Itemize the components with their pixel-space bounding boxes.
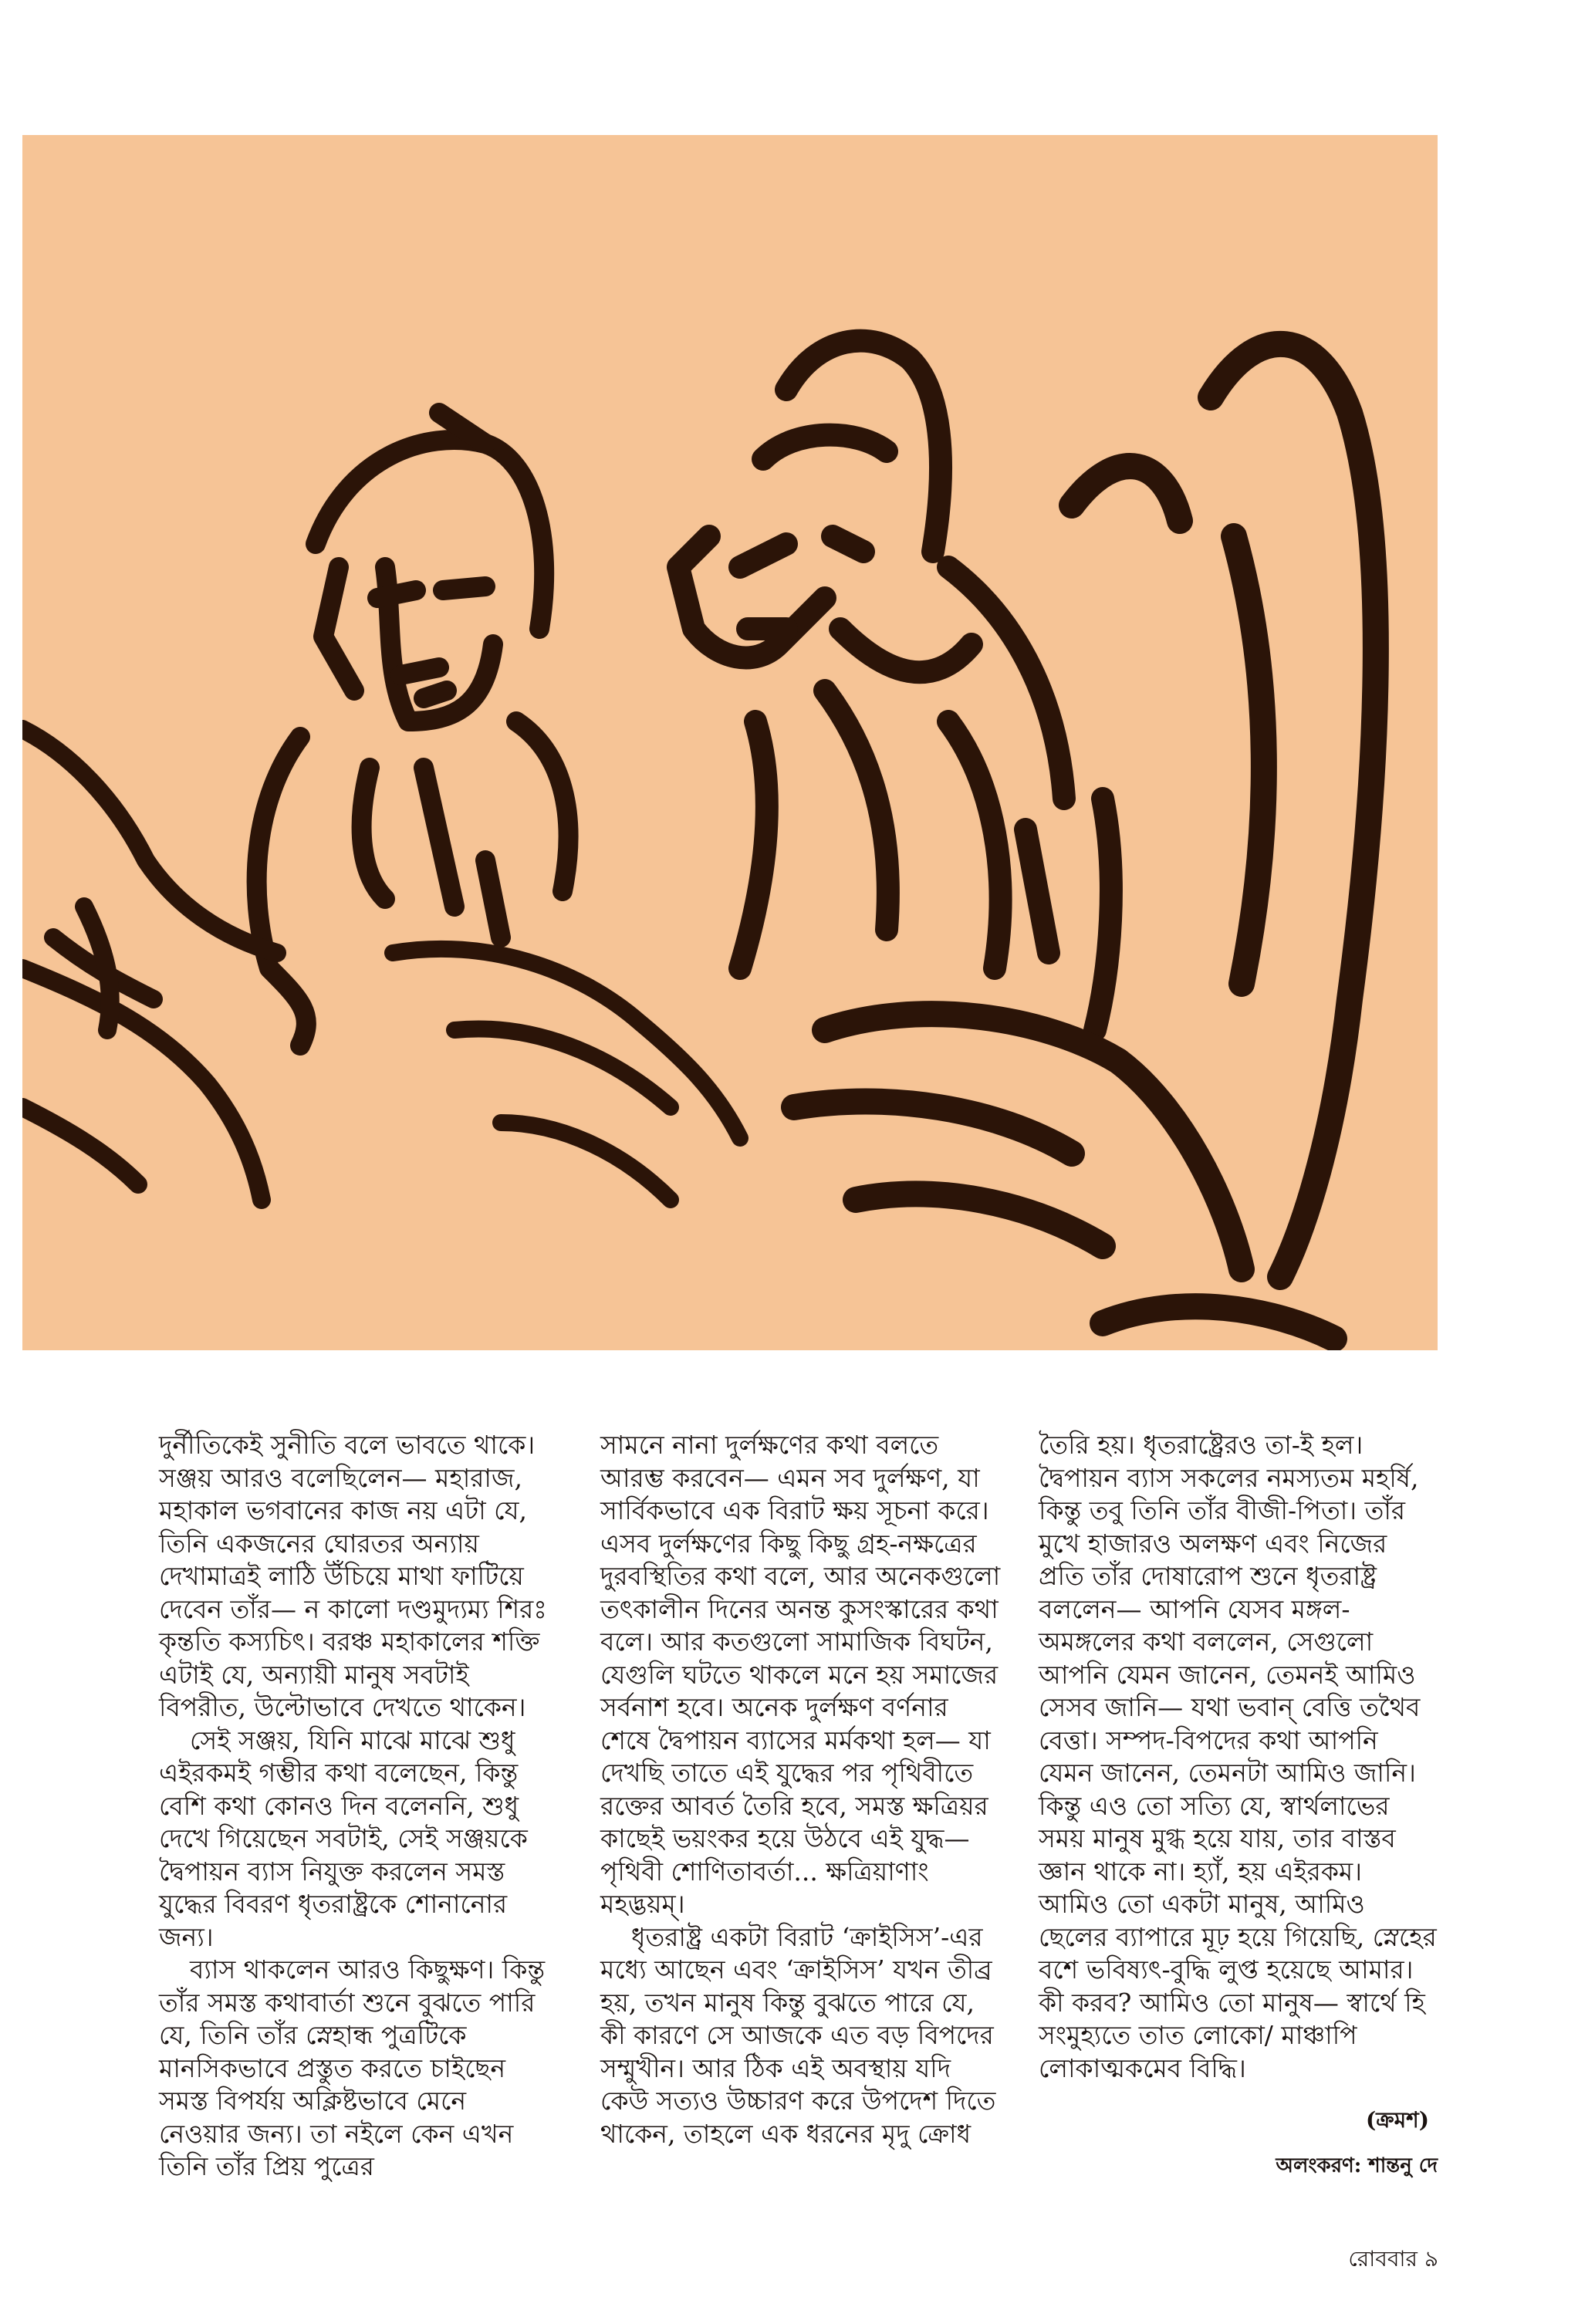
paragraph: সেই সঞ্জয়, যিনি মাঝে মাঝে শুধু এইরকমই গম্ভীর কথা বলেছেন, কিন্তু বেশি কথা কোনও দিন বলেননি, শুধু দেখে গিয়েছেন সবটাই, সেই সঞ্জয়কে দ্বৈপায়ন ব্যাস নিযুক্ত করলেন সমস্ত যুদ্ধের বিবরণ ধৃতরাষ্ট্রকে শোনানোর জন্য। — [159, 1724, 528, 1952]
center-figure — [678, 341, 1111, 1030]
page-footer: রোববার ৯ — [1348, 2246, 1438, 2272]
illustration-panel — [22, 135, 1438, 1350]
paragraph: দুর্নীতিকেই সুনীতি বলে ভাবতে থাকে। সঞ্জয় আরও বলেছিলেন— মহারাজ, মহাকাল ভগবানের কাজ নয় এটা যে, তিনি একজনের ঘোরতর অন্যায় দেখামাত্রই লাঠি উঁচিয়ে মাথা ফাটিয়ে দেবেন তাঁর— ন কালো দণ্ডমুদ্যম্য শিরঃ কৃন্ততি কস্যচিৎ। বরঞ্চ মহাকালের শক্তি এটাই যে, অন্যায়ী মানুষ সবটাই বিপরীত, উল্টোভাবে দেখতে থাকেন। — [159, 1430, 547, 1722]
paragraph: সামনে নানা দুর্লক্ষণের কথা বলতে আরম্ভ করবেন— এমন সব দুর্লক্ষণ, যা সার্বিকভাবে এক বিরাট ক্ষয় সূচনা করে। এসব দুর্লক্ষণের কিছু কিছু গ্রহ-নক্ষত্রের দুরবস্থিতির কথা বলে, আর অনেকগুলো তৎকালীন দিনের অনন্ত কুসংস্কারের কথা বলে। আর কতগুলো সামাজিক বিঘটন, যেগুলি ঘটতে থাকলে মনে হয় সমাজের সর্বনাশ হবে। অনেক দুর্লক্ষণ বর্ণনার শেষে দ্বৈপায়ন ব্যাসের মর্মকথা হল— যা দেখছি তাতে এই যুদ্ধের পর পৃথিবীতে রক্তের আবর্ত তৈরি হবে, সমস্ত ক্ষত্রিয়র কাছেই ভয়ংকর হয়ে উঠবে এই যুদ্ধ— পৃথিবী শোণিতাবর্তা... ক্ষত্রিয়াণাং মহদ্ভয়ম্। — [600, 1430, 1001, 1919]
lap-drape — [393, 949, 740, 1200]
text-column-1 — [159, 1429, 553, 2184]
text-column-2 — [600, 1429, 1002, 2150]
text-column-3 — [1039, 1429, 1440, 2085]
left-arm — [22, 729, 277, 1200]
brush-drawing — [22, 135, 1438, 1350]
series-note: (ক্রমশ) — [1365, 2107, 1429, 2133]
paragraph: তৈরি হয়। ধৃতরাষ্ট্রেরও তা-ই হল। দ্বৈপায়ন ব্যাস সকলের নমস্যতম মহর্ষি, কিন্তু তবু তিনি তাঁর বীজী-পিতা। তাঁর মুখে হাজারও অলক্ষণ এবং নিজের প্রতি তাঁর দোষারোপ শুনে ধৃতরাষ্ট্র বললেন— আপনি যেসব মঙ্গল-অমঙ্গলের কথা বললেন, সেগুলো আপনি যেমন জানেন, তেমনই আমিও সেসব জানি— যথা ভবান্ বেত্তি তথৈব বেত্তা। সম্পদ-বিপদের কথা আপনি যেমন জানেন, তেমনটা আমিও জানি। কিন্তু এও তো সত্যি যে, স্বার্থলাভের সময় মানুষ মুগ্ধ হয়ে যায়, তার বাস্তব জ্ঞান থাকে না। হ্যাঁ, হয় এইরকম। আমিও তো একটা মানুষ, আমিও ছেলের ব্যাপারে মূঢ় হয়ে গিয়েছি, স্নেহের বশে ভবিষ্যৎ-বুদ্ধি লুপ্ত হয়েছে আমার। কী করব? আমিও তো মানুষ— স্বার্থে হি সংমুহ্যতে তাত লোকো/ মাঞ্চাপি লোকাত্মকমেব বিদ্ধি। — [1039, 1430, 1437, 2083]
illustration-credit: অলংকরণ: শান্তনু দে — [1276, 2154, 1438, 2177]
paragraph: ধৃতরাষ্ট্র একটা বিরাট ‘ক্রাইসিস’-এর মধ্যে আছেন এবং ‘ক্রাইসিস’ যখন তীব্র হয়, তখন মানুষ কিন্তু বুঝতে পারে যে, কী কারণে সে আজকে এত বড় বিপদের সম্মুখীন। আর ঠিক এই অবস্থায় যদি কেউ সত্যও উচ্চারণ করে উপদেশ দিতে থাকেন, তাহলে এক ধরনের মৃদু ক্রোধ — [600, 1921, 996, 2149]
paragraph: ব্যাস থাকলেন আরও কিছুক্ষণ। কিন্তু তাঁর সমস্ত কথাবার্তা শুনে বুঝতে পারি যে, তিনি তাঁর স্নেহান্ধ পুত্রটিকে মানসিকভাবে প্রস্তুত করতে চাইছেন সমস্ত বিপর্যয় অক্লিষ্টভাবে মেনে নেওয়ার জন্য। তা নইলে কেন এখন তিনি তাঁর প্রিয় পুত্রের — [159, 1954, 546, 2181]
